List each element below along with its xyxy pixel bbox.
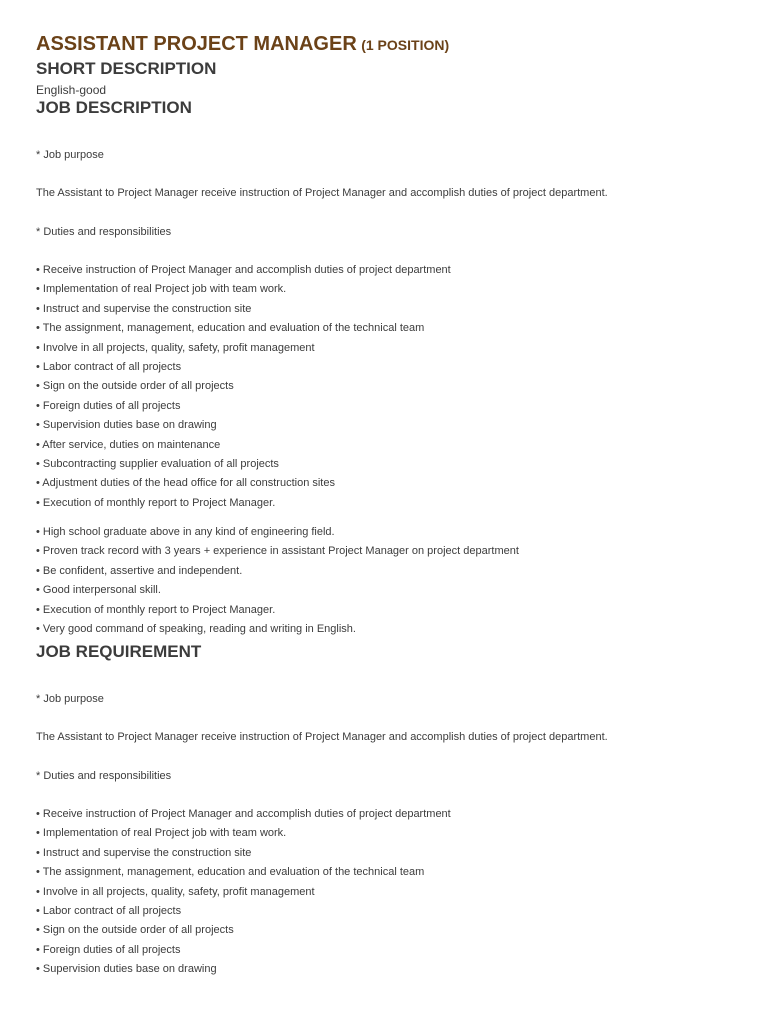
requirements-list (36, 523, 519, 639)
list-item: • Subcontracting supplier evaluation of all projects (36, 457, 279, 470)
list-item: • Receive instruction of Project Manager and accomplish duties of project department (36, 264, 451, 276)
job-purpose-label-2: * Job purpose (36, 693, 104, 705)
list-item: • Sign on the outside order of all projects (36, 380, 234, 393)
job-title: ASSISTANT PROJECT MANAGER (36, 33, 357, 55)
list-item: • Instruct and supervise the construction site (36, 846, 252, 859)
list-item: • Execution of monthly report to Project Manager. (36, 496, 276, 509)
duties-label-2: * Duties and responsibilities (36, 770, 172, 782)
duties-list (36, 261, 451, 513)
list-item: • Involve in all projects, quality, safety, profit management (36, 885, 315, 898)
job-purpose-label: * Job purpose (36, 149, 104, 161)
duties-list-2 (36, 805, 451, 980)
list-item: • Implementation of real Project job with team work. (36, 827, 287, 840)
job-title-row (36, 33, 449, 56)
short-description-text: English-good (36, 83, 107, 97)
job-description-heading: JOB DESCRIPTION (36, 98, 192, 117)
list-item: • Receive instruction of Project Manager and accomplish duties of project department (36, 808, 451, 820)
list-item: • Supervision duties base on drawing (36, 963, 217, 976)
list-item: • The assignment, management, education and evaluation of the technical team (36, 866, 425, 879)
list-item: • Implementation of real Project job with team work. (36, 283, 287, 296)
duties-label: * Duties and responsibilities (36, 226, 172, 238)
list-item: • Instruct and supervise the construction site (36, 302, 252, 315)
list-item: • Execution of monthly report to Project Manager. (36, 603, 276, 616)
list-item: • After service, duties on maintenance (36, 438, 221, 451)
position-count: (1 POSITION) (361, 37, 450, 53)
list-item: • Be confident, assertive and independent. (36, 564, 243, 577)
list-item: • Labor contract of all projects (36, 360, 182, 373)
list-item: • Very good command of speaking, reading and writing in English. (36, 622, 356, 635)
list-item: • Supervision duties base on drawing (36, 419, 217, 432)
list-item: • Foreign duties of all projects (36, 399, 181, 412)
short-description-heading: SHORT DESCRIPTION (36, 59, 217, 78)
list-item: • The assignment, management, education and evaluation of the technical team (36, 322, 425, 335)
list-item: • High school graduate above in any kind of engineering field. (36, 526, 335, 538)
job-purpose-text-2: The Assistant to Project Manager receive instruction of Project Manager and accomplish duties of project department. (36, 731, 608, 743)
job-requirement-heading: JOB REQUIREMENT (36, 642, 202, 661)
list-item: • Sign on the outside order of all projects (36, 924, 234, 937)
list-item: • Adjustment duties of the head office for all construction sites (36, 477, 335, 490)
list-item: • Labor contract of all projects (36, 904, 182, 917)
list-item: • Foreign duties of all projects (36, 943, 181, 956)
list-item: • Good interpersonal skill. (36, 584, 161, 597)
list-item: • Involve in all projects, quality, safety, profit management (36, 341, 315, 354)
list-item: • Proven track record with 3 years + experience in assistant Project Manager on project department (36, 545, 519, 558)
job-purpose-text: The Assistant to Project Manager receive instruction of Project Manager and accomplish duties of project department. (36, 187, 608, 199)
